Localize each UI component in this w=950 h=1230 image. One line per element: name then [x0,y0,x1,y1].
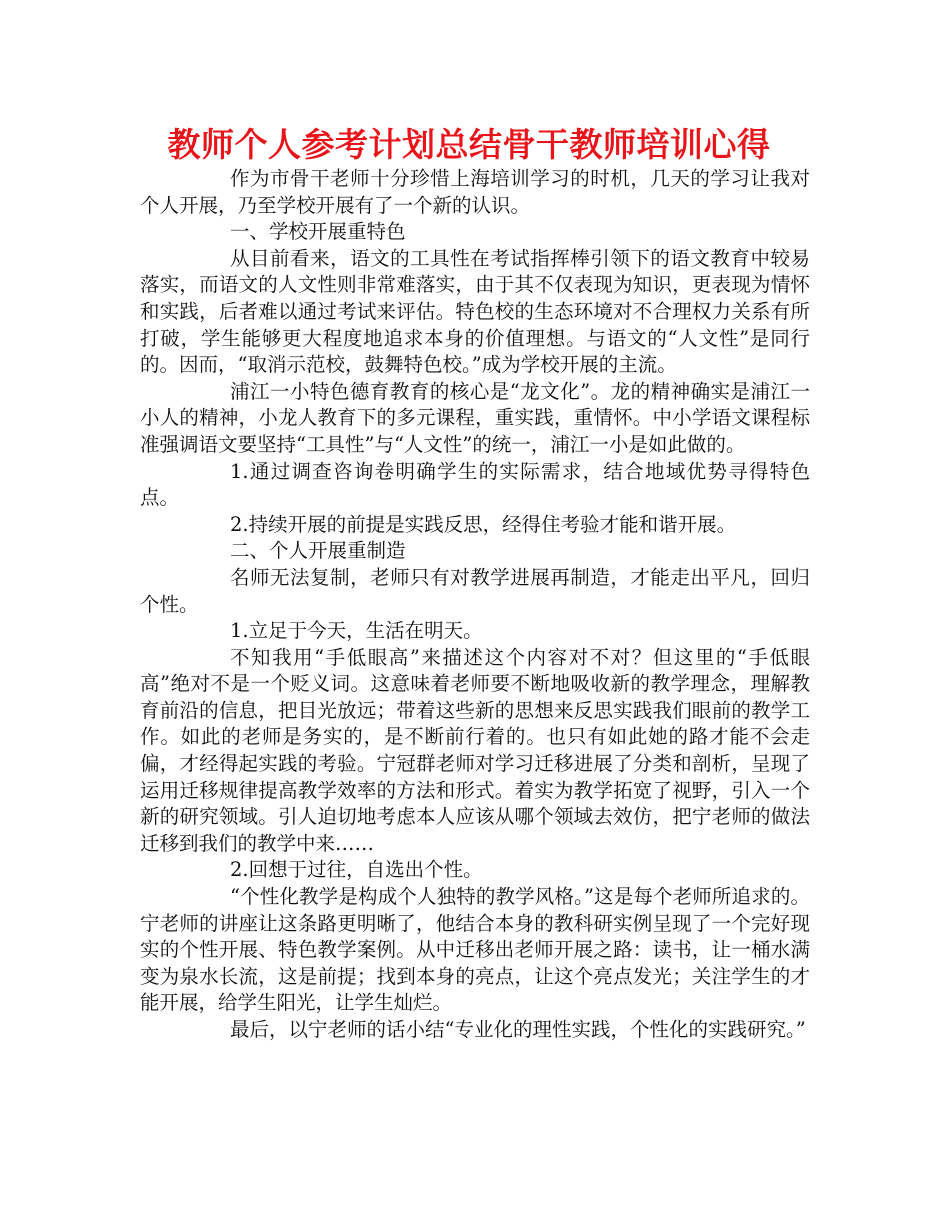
document-body [140,166,810,1044]
section-heading-personal: 二、个人开展重制造 [230,539,406,563]
paragraph-chinese-teaching: 从目前看来，语文的工具性在考试指挥棒引领下的语文教育中较易落实，而语文的人文性则非常难落实，由于其不仅表现为知识，更表现为情怀和实践，后者难以通过考试来评估。特色校的生态环境对不合理权力关系有所打破，学生能够更大程度地追求本身的价值理想。与语文的“人文性”是同行的。因而，“取消示范校，鼓舞特色校。”成为学校开展的主流。 [140,246,810,377]
paragraph-intro: 作为市骨干老师十分珍惜上海培训学习的时机，几天的学习让我对个人开展，乃至学校开展有了一个新的认识。 [140,167,810,217]
paragraph-personalized: “个性化教学是构成个人独特的教学风格。”这是每个老师所追求的。宁老师的讲座让这条路更明晰了，他结合本身的教科研实例呈现了一个完好现实的个性开展、特色教学案例。从中迁移出老师开展之路：读书，让一桶水满变为泉水长流，这是前提；找到本身的亮点，让这个亮点发光；关注学生的才能开展，给学生阳光，让学生灿烂。 [140,885,810,1015]
paragraph-recreation: 名师无法复制，老师只有对教学进展再制造，才能走出平凡，回归个性。 [140,565,810,616]
paragraph-vision: 不知我用“手低眼高”来描述这个内容对不对？但这里的“手低眼高”绝对不是一个贬义词。这意味着老师要不断地吸收新的教学理念，理解教育前沿的信息，把目光放远；带着这些新的思想来反思实践我们眼前的教学工作。如此的老师是务实的，是不断前行着的。也只有如此她的路才能不会走偏，才经得起实践的考验。宁冠群老师对学习迁移进展了分类和剖析，呈现了运用迁移规律提高教学效率的方法和形式。着实为教学拓宽了视野，引入一个新的研究领域。引人迫切地考虑本人应该从哪个领域去效仿，把宁老师的做法迁移到我们的教学中来…… [140,645,810,855]
list-item-today: 1.立足于今天，生活在明天。 [230,619,483,643]
list-item-past: 2.回想于过往，自选出个性。 [230,858,483,882]
paragraph-dragon-culture: 浦江一小特色德育教育的核心是“龙文化”。龙的精神确实是浦江一小人的精神，小龙人教育下的多元课程，重实践，重情怀。中小学语文课程标准强调语文要坚持“工具性”与“人文性”的统一，浦江一小是如此做的。 [140,379,810,456]
list-item-survey: 1.通过调查咨询卷明确学生的实际需求，结合地域优势寻得特色点。 [140,459,810,510]
document-title: 教师个人参考计划总结骨干教师培训心得 [167,125,771,164]
section-heading-school: 一、学校开展重特色 [230,220,406,244]
paragraph-conclusion: 最后，以宁老师的话小结“专业化的理性实践，个性化的实践研究。” [230,1018,806,1041]
document-page [140,120,810,1044]
list-item-reflection: 2.持续开展的前提是实践反思，经得住考验才能和谐开展。 [230,512,737,536]
